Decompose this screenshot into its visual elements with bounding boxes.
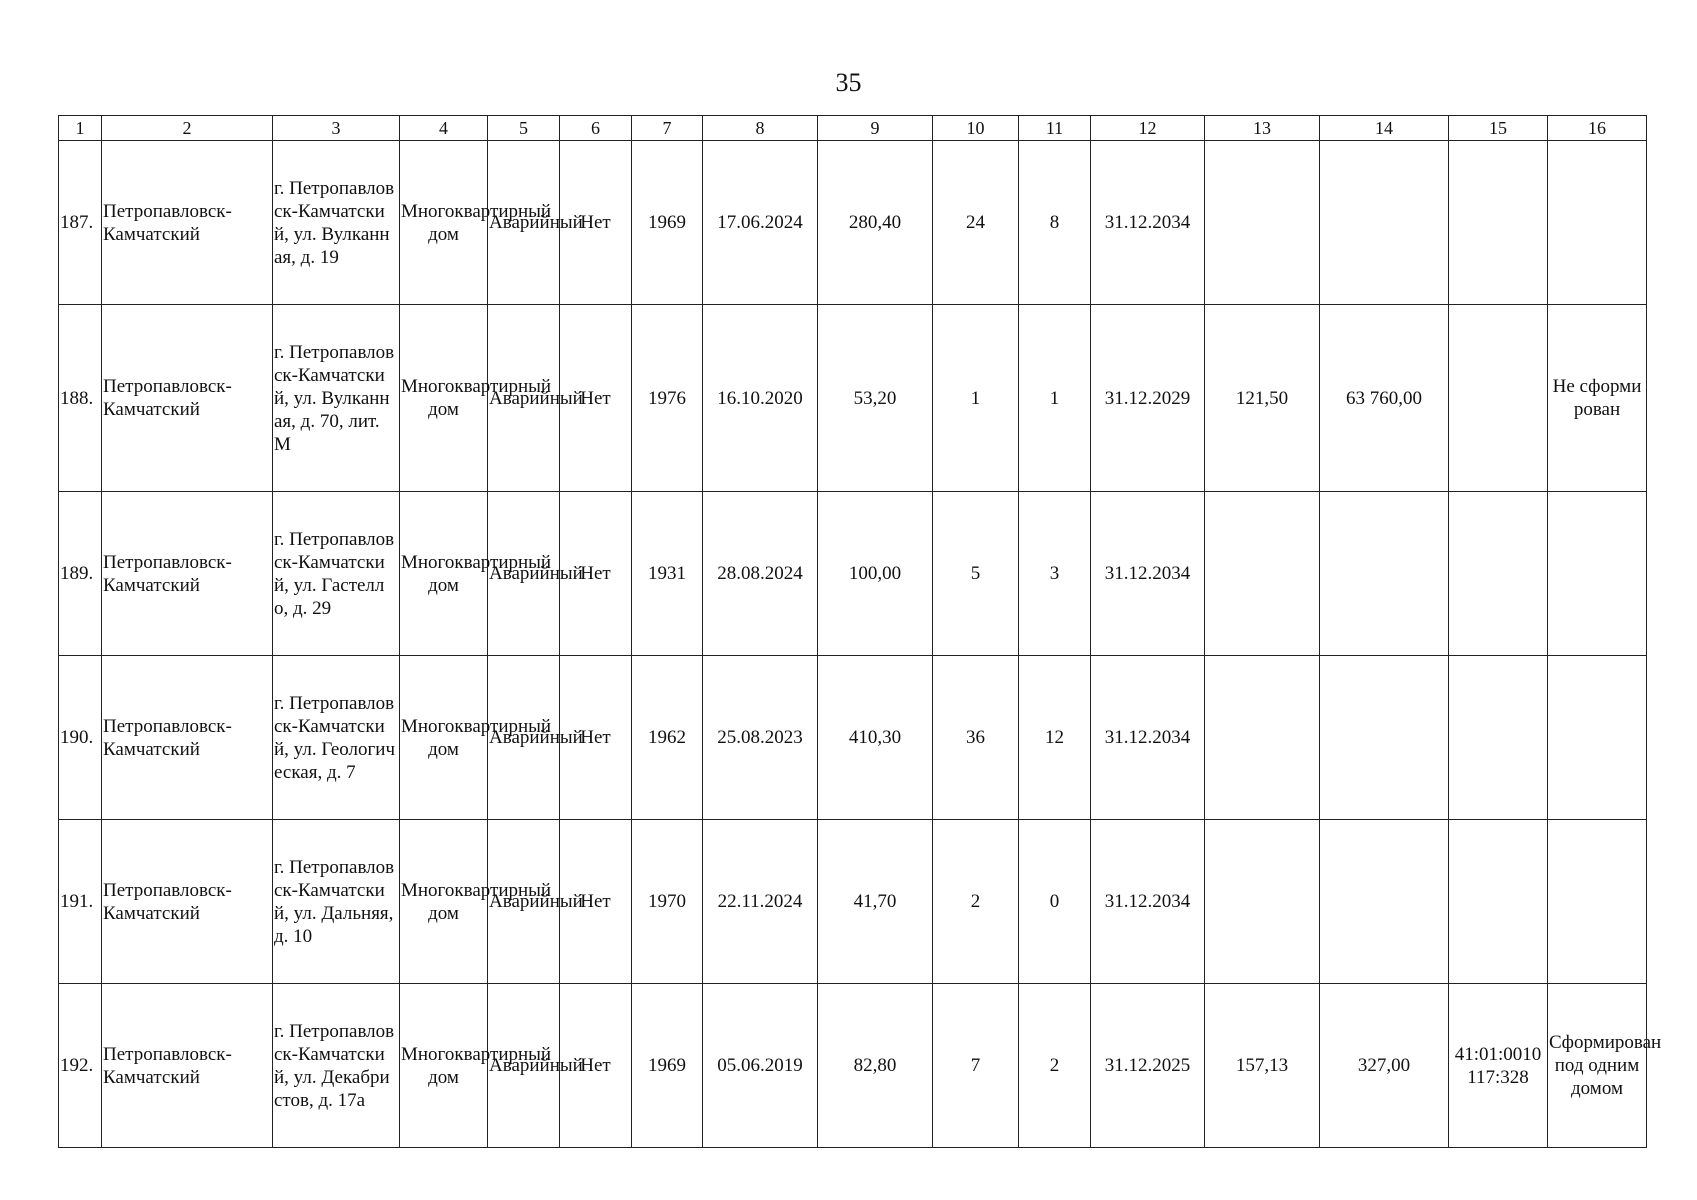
row-number: 191. [59,820,102,984]
date-cell: 16.10.2020 [703,305,818,492]
address-cell: г. Петропавловск-Камчатский, ул. Дальняя, д. 10 [273,820,400,984]
year-cell: 1970 [632,820,703,984]
column-header: 7 [632,116,703,141]
address-cell: г. Петропавловск-Камчатский, ул. Геологическая, д. 7 [273,656,400,820]
address-cell: г. Петропавловск-Камчатский, ул. Вулканная, д. 19 [273,141,400,305]
status-cell: Не сформирован [1548,305,1647,492]
value-cell [1205,820,1320,984]
count-cell: 0 [1019,820,1091,984]
column-header: 16 [1548,116,1647,141]
area-cell: 53,20 [818,305,933,492]
column-number-row [59,116,1647,141]
status-cell [1548,492,1647,656]
column-header: 2 [102,116,273,141]
column-header: 3 [273,116,400,141]
value-cell [1320,656,1449,820]
municipality-cell: Петропавловск-Камчатский [102,492,273,656]
column-header: 9 [818,116,933,141]
area-cell: 410,30 [818,656,933,820]
date-cell: 28.08.2024 [703,492,818,656]
building-type-cell: Многоквартирный дом [400,656,488,820]
row-number: 187. [59,141,102,305]
column-header: 6 [560,116,632,141]
count-cell: 36 [933,656,1019,820]
count-cell: 3 [1019,492,1091,656]
column-header: 13 [1205,116,1320,141]
building-type-cell: Многоквартирный дом [400,492,488,656]
municipality-cell: Петропавловск-Камчатский [102,984,273,1148]
flag-cell: Нет [560,141,632,305]
deadline-cell: 31.12.2034 [1091,492,1205,656]
deadline-cell: 31.12.2034 [1091,656,1205,820]
row-number: 189. [59,492,102,656]
year-cell: 1962 [632,656,703,820]
address-cell: г. Петропавловск-Камчатский, ул. Вулканная, д. 70, лит. М [273,305,400,492]
row-number: 192. [59,984,102,1148]
table-row [59,656,1647,820]
area-cell: 280,40 [818,141,933,305]
deadline-cell: 31.12.2029 [1091,305,1205,492]
column-header: 8 [703,116,818,141]
column-header: 15 [1449,116,1548,141]
building-state-cell: Аварийный [488,820,560,984]
building-type-cell: Многоквартирный дом [400,984,488,1148]
count-cell: 2 [1019,984,1091,1148]
row-number: 190. [59,656,102,820]
count-cell: 2 [933,820,1019,984]
deadline-cell: 31.12.2034 [1091,141,1205,305]
municipality-cell: Петропавловск-Камчатский [102,141,273,305]
area-cell: 41,70 [818,820,933,984]
column-header: 14 [1320,116,1449,141]
column-header: 4 [400,116,488,141]
area-cell: 82,80 [818,984,933,1148]
deadline-cell: 31.12.2025 [1091,984,1205,1148]
value-cell [1320,141,1449,305]
value-cell [1205,656,1320,820]
year-cell: 1969 [632,984,703,1148]
row-number: 188. [59,305,102,492]
date-cell: 17.06.2024 [703,141,818,305]
building-type-cell: Многоквартирный дом [400,141,488,305]
address-cell: г. Петропавловск-Камчатский, ул. Декабристов, д. 17а [273,984,400,1148]
value-cell [1205,492,1320,656]
building-state-cell: Аварийный [488,305,560,492]
flag-cell: Нет [560,820,632,984]
flag-cell: Нет [560,984,632,1148]
cadastral-cell: 41:01:0010117:328 [1449,984,1548,1148]
value-cell: 121,50 [1205,305,1320,492]
status-cell: Сформирован под одним домом [1548,984,1647,1148]
flag-cell: Нет [560,305,632,492]
housing-registry-table [58,115,1662,1148]
count-cell: 8 [1019,141,1091,305]
status-cell [1548,141,1647,305]
building-state-cell: Аварийный [488,492,560,656]
count-cell: 7 [933,984,1019,1148]
cadastral-cell [1449,141,1548,305]
table-row [59,141,1647,305]
table-row [59,492,1647,656]
municipality-cell: Петропавловск-Камчатский [102,305,273,492]
count-cell: 5 [933,492,1019,656]
page-number: 35 [835,68,862,97]
value-cell [1320,492,1449,656]
count-cell: 12 [1019,656,1091,820]
date-cell: 22.11.2024 [703,820,818,984]
value-cell [1320,820,1449,984]
column-header: 5 [488,116,560,141]
year-cell: 1931 [632,492,703,656]
building-state-cell: Аварийный [488,984,560,1148]
cadastral-cell [1449,656,1548,820]
area-cell: 100,00 [818,492,933,656]
deadline-cell: 31.12.2034 [1091,820,1205,984]
date-cell: 25.08.2023 [703,656,818,820]
building-state-cell: Аварийный [488,656,560,820]
year-cell: 1976 [632,305,703,492]
date-cell: 05.06.2019 [703,984,818,1148]
building-state-cell: Аварийный [488,141,560,305]
building-type-cell: Многоквартирный дом [400,305,488,492]
value-cell [1205,141,1320,305]
value-cell: 63 760,00 [1320,305,1449,492]
cadastral-cell [1449,820,1548,984]
flag-cell: Нет [560,492,632,656]
cadastral-cell [1449,305,1548,492]
column-header: 10 [933,116,1019,141]
flag-cell: Нет [560,656,632,820]
building-type-cell: Многоквартирный дом [400,820,488,984]
value-cell: 327,00 [1320,984,1449,1148]
status-cell [1548,656,1647,820]
column-header: 12 [1091,116,1205,141]
value-cell: 157,13 [1205,984,1320,1148]
cadastral-cell [1449,492,1548,656]
count-cell: 24 [933,141,1019,305]
year-cell: 1969 [632,141,703,305]
table-row [59,305,1647,492]
address-cell: г. Петропавловск-Камчатский, ул. Гастелло, д. 29 [273,492,400,656]
status-cell [1548,820,1647,984]
count-cell: 1 [933,305,1019,492]
municipality-cell: Петропавловск-Камчатский [102,820,273,984]
column-header: 1 [59,116,102,141]
table-row [59,820,1647,984]
column-header: 11 [1019,116,1091,141]
table-row [59,984,1647,1148]
count-cell: 1 [1019,305,1091,492]
municipality-cell: Петропавловск-Камчатский [102,656,273,820]
